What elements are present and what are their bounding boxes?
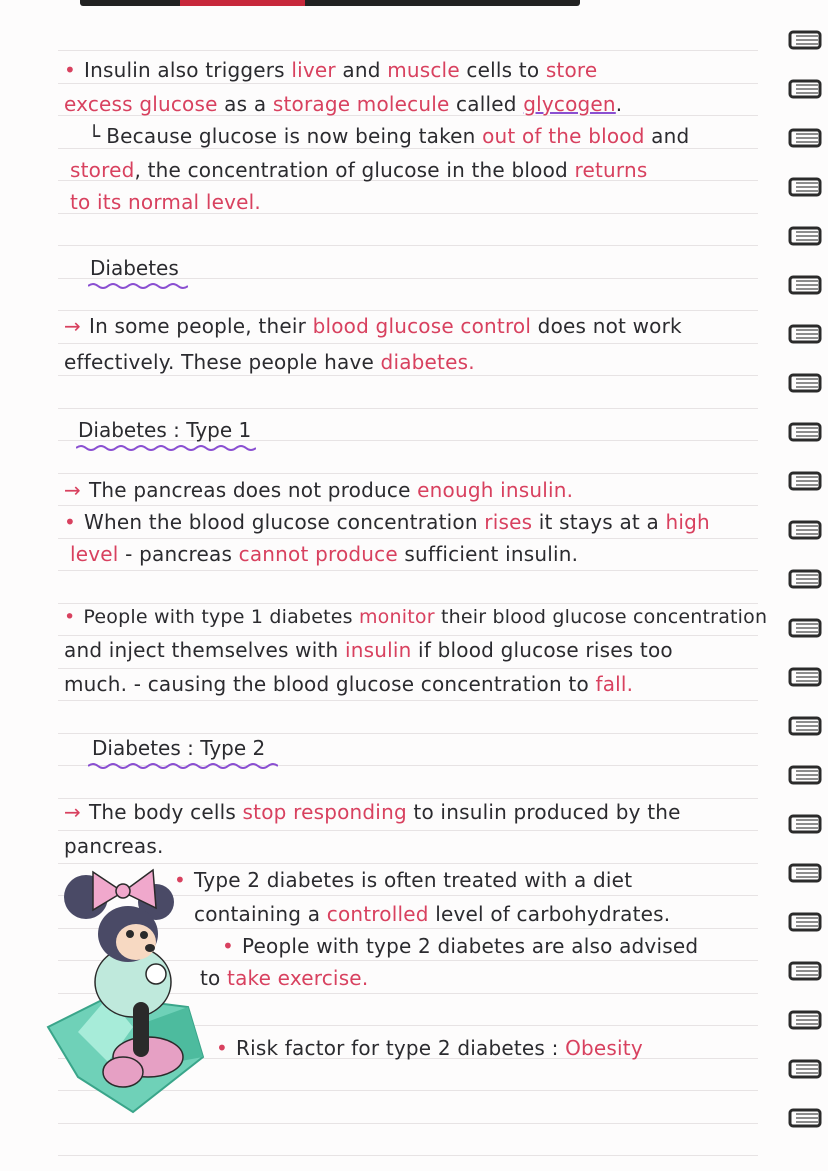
- minnie-mouse-sticker: [38, 862, 208, 1132]
- highlight-text: take exercise.: [227, 966, 369, 990]
- heading-underline: [88, 762, 278, 770]
- text: sufficient insulin.: [397, 542, 579, 566]
- text: level of carbohydrates.: [428, 902, 671, 926]
- text: Insulin also triggers: [84, 58, 292, 82]
- highlight-text: out of the blood: [482, 124, 645, 148]
- text: if blood glucose rises too: [411, 638, 673, 662]
- spiral-coil-icon: [788, 814, 824, 834]
- spiral-coil-icon: [788, 863, 824, 883]
- right-arrow-icon: →: [64, 314, 81, 338]
- note-line: [64, 92, 622, 116]
- ruled-line: [58, 570, 758, 571]
- spiral-coil-icon: [788, 79, 824, 99]
- spiral-coil-icon: [788, 912, 824, 932]
- ruled-line: [58, 408, 758, 409]
- ruled-line: [58, 505, 758, 506]
- highlight-text: monitor: [358, 606, 435, 628]
- ruled-line: [58, 473, 758, 474]
- highlight-text: store: [545, 58, 598, 82]
- highlight-text: muscle: [387, 58, 460, 82]
- spiral-coil-icon: [788, 128, 824, 148]
- ruled-line: [58, 310, 758, 311]
- ruled-line: [58, 668, 758, 669]
- bullet-dot-icon: •: [216, 1036, 228, 1060]
- heading-diabetes-type-1: Diabetes : Type 1: [78, 418, 252, 442]
- ruled-line: [58, 798, 758, 799]
- text: effectively. These people have: [64, 350, 381, 374]
- heading-underline: [76, 444, 256, 452]
- spiral-coil-icon: [788, 422, 824, 442]
- highlight-text: stop responding: [242, 800, 407, 824]
- ruled-line: [58, 245, 758, 246]
- right-arrow-icon: →: [64, 478, 81, 502]
- ruled-line: [58, 538, 758, 539]
- spiral-coil-icon: [788, 520, 824, 540]
- text: much. - causing the blood glucose concentration to: [64, 672, 596, 696]
- ruled-line: [58, 830, 758, 831]
- note-line: [200, 966, 368, 990]
- note-line: [222, 934, 698, 958]
- bullet-dot-icon: •: [64, 510, 76, 534]
- spiral-coil-icon: [788, 324, 824, 344]
- note-line: [88, 124, 689, 148]
- spiral-coil-icon: [788, 226, 824, 246]
- ruled-line: [58, 375, 758, 376]
- text: does not work: [531, 314, 682, 338]
- spiral-coil-icon: [788, 961, 824, 981]
- highlight-text: stored: [70, 158, 135, 182]
- ruled-line: [58, 1155, 758, 1156]
- highlight-text: storage molecule: [272, 92, 450, 116]
- highlight-text: fall.: [595, 672, 634, 696]
- ruled-line: [58, 148, 758, 149]
- note-line: [194, 902, 670, 926]
- text: pancreas.: [64, 834, 164, 858]
- text: to: [200, 966, 228, 990]
- text: The body cells: [88, 800, 243, 824]
- note-line: [64, 606, 767, 628]
- text: their blood glucose concentration: [434, 606, 768, 628]
- text: it stays at a: [532, 510, 666, 534]
- text: and: [335, 58, 388, 82]
- note-line: [64, 314, 682, 338]
- spiral-coil-icon: [788, 1010, 824, 1030]
- note-line: [64, 58, 597, 82]
- ruled-line: [58, 603, 758, 604]
- spiral-coil-icon: [788, 1108, 824, 1128]
- text: When the blood glucose concentration: [84, 510, 485, 534]
- highlight-text: liver: [291, 58, 336, 82]
- text: People with type 1 diabetes: [83, 606, 359, 628]
- text: In some people, their: [88, 314, 313, 338]
- spiral-coil-icon: [788, 667, 824, 687]
- page-top-edge: [80, 0, 580, 6]
- text: - pancreas: [118, 542, 239, 566]
- bullet-dot-icon: •: [174, 868, 186, 892]
- note-line: [64, 510, 710, 534]
- heading-diabetes: Diabetes: [90, 256, 179, 280]
- highlight-text: Obesity: [565, 1036, 643, 1060]
- highlight-text: level: [70, 542, 119, 566]
- ruled-line: [58, 700, 758, 701]
- text: cells to: [459, 58, 546, 82]
- spiral-coil-icon: [788, 765, 824, 785]
- bullet-dot-icon: •: [64, 606, 76, 628]
- text: called: [449, 92, 524, 116]
- text: People with type 2 diabetes are also advised: [242, 934, 699, 958]
- spiral-coil-icon: [788, 618, 824, 638]
- note-line: [174, 868, 632, 892]
- highlight-text: cannot produce: [238, 542, 398, 566]
- highlight-text: returns: [574, 158, 648, 182]
- highlight-text: glycogen: [523, 92, 616, 116]
- spiral-coil-icon: [788, 30, 824, 50]
- spiral-coil-icon: [788, 471, 824, 491]
- note-line: [70, 158, 647, 182]
- note-line: [64, 638, 673, 662]
- sub-point-icon: └: [88, 124, 101, 148]
- note-line: [64, 834, 164, 858]
- heading-underline: [88, 282, 188, 290]
- note-line: [64, 800, 681, 824]
- spiral-coil-icon: [788, 177, 824, 197]
- highlight-text: to its normal level.: [70, 190, 261, 214]
- ruled-line: [58, 50, 758, 51]
- note-line: [216, 1036, 643, 1060]
- text: and: [644, 124, 690, 148]
- text: containing a: [194, 902, 327, 926]
- bullet-dot-icon: •: [64, 58, 76, 82]
- ruled-line: [58, 635, 758, 636]
- note-line: [70, 190, 261, 214]
- text: and inject themselves with: [64, 638, 345, 662]
- text: .: [615, 92, 623, 116]
- highlight-text: diabetes.: [380, 350, 475, 374]
- right-arrow-icon: →: [64, 800, 81, 824]
- text: , the concentration of glucose in the blood: [134, 158, 575, 182]
- heading-diabetes-type-2: Diabetes : Type 2: [92, 736, 266, 760]
- spiral-coil-icon: [788, 569, 824, 589]
- highlight-text: enough insulin.: [417, 478, 574, 502]
- highlight-text: excess glucose: [64, 92, 218, 116]
- note-line: [70, 542, 578, 566]
- spiral-coil-icon: [788, 373, 824, 393]
- note-line: [64, 350, 475, 374]
- text: Risk factor for type 2 diabetes :: [236, 1036, 566, 1060]
- note-line: [64, 672, 633, 696]
- text: The pancreas does not produce: [88, 478, 418, 502]
- spiral-coil-icon: [788, 716, 824, 736]
- highlight-text: blood glucose control: [312, 314, 532, 338]
- ruled-line: [58, 83, 758, 84]
- highlight-text: high: [665, 510, 710, 534]
- text: Because glucose is now being taken: [106, 124, 483, 148]
- ruled-line: [58, 343, 758, 344]
- spiral-coil-icon: [788, 275, 824, 295]
- bullet-dot-icon: •: [222, 934, 234, 958]
- highlight-text: insulin: [344, 638, 412, 662]
- text: Type 2 diabetes is often treated with a diet: [194, 868, 633, 892]
- text: to insulin produced by the: [406, 800, 681, 824]
- text: as a: [217, 92, 273, 116]
- ruled-line: [58, 733, 758, 734]
- highlight-text: rises: [484, 510, 533, 534]
- note-line: [64, 478, 573, 502]
- spiral-coil-icon: [788, 1059, 824, 1079]
- highlight-text: controlled: [326, 902, 429, 926]
